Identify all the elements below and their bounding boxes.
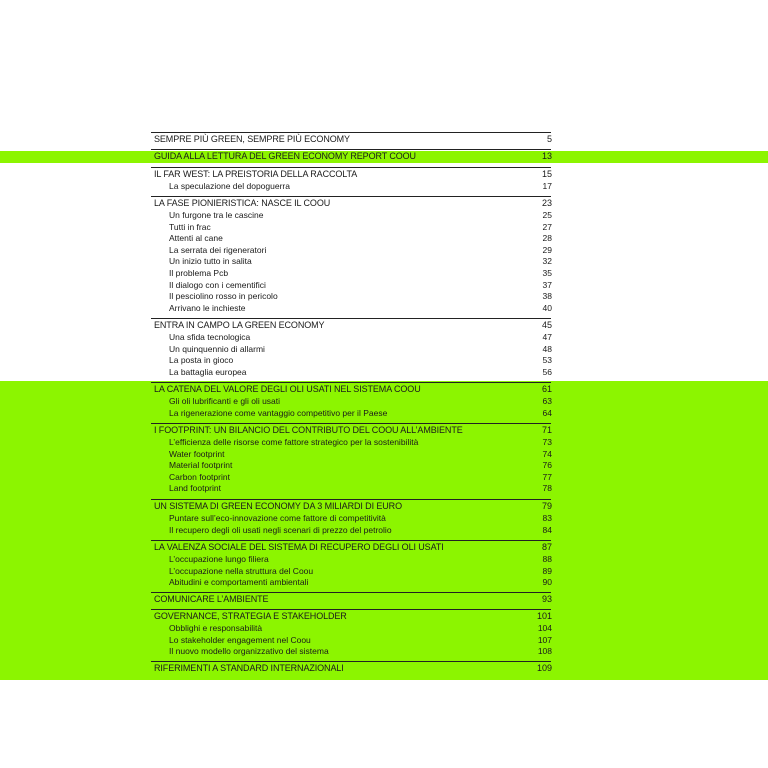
section-divider bbox=[151, 382, 551, 383]
toc-entry-page-number: 47 bbox=[542, 332, 552, 342]
toc-entry[interactable] bbox=[0, 396, 768, 407]
toc-entry-page-number: 90 bbox=[542, 577, 552, 588]
toc-entry-title: La battaglia europea bbox=[169, 366, 247, 377]
section-divider bbox=[151, 499, 551, 500]
toc-entry-title: La rigenerazione come vantaggio competitivo per il Paese bbox=[169, 407, 388, 418]
toc-section-heading-page-number: 23 bbox=[541, 198, 552, 208]
toc-entry-title: Water footprint bbox=[169, 448, 225, 459]
toc-entry[interactable] bbox=[0, 483, 768, 494]
toc-section-heading-title: ENTRA IN CAMPO LA GREEN ECONOMY bbox=[154, 320, 325, 330]
toc-section-heading-title: UN SISTEMA DI GREEN ECONOMY DA 3 MILIARDI DI EURO bbox=[154, 501, 402, 511]
section-divider bbox=[151, 132, 551, 133]
toc-entry-page-number: 104 bbox=[537, 623, 552, 633]
toc-entry-title: Il recupero degli oli usati negli scenari di prezzo del petrolio bbox=[169, 524, 392, 535]
section-divider bbox=[151, 423, 551, 424]
toc-entry-page-number: 17 bbox=[542, 181, 552, 191]
toc-entry-page-number: 63 bbox=[542, 396, 552, 406]
toc-entry[interactable] bbox=[0, 268, 768, 279]
toc-entry-title: La speculazione del dopoguerra bbox=[169, 181, 290, 191]
toc-section-heading[interactable] bbox=[0, 425, 768, 436]
section-divider bbox=[151, 149, 551, 150]
toc-entry[interactable] bbox=[0, 554, 768, 565]
toc-section-heading-title: LA FASE PIONIERISTICA: NASCE IL COOU bbox=[154, 198, 331, 208]
toc-entry-page-number: 83 bbox=[542, 513, 552, 523]
toc-section-heading-page-number: 71 bbox=[541, 425, 552, 435]
toc-entry-page-number: 37 bbox=[542, 279, 552, 290]
toc-section-heading-title: RIFERIMENTI A STANDARD INTERNAZIONALI bbox=[154, 663, 344, 673]
toc-entry[interactable] bbox=[0, 566, 768, 577]
toc-entry-page-number: 108 bbox=[537, 646, 552, 657]
toc-entry-page-number: 88 bbox=[542, 554, 552, 564]
toc-entry[interactable] bbox=[0, 256, 768, 267]
toc-entry-title: Un furgone tra le cascine bbox=[169, 210, 264, 220]
section-divider bbox=[151, 609, 551, 610]
toc-entry-page-number: 89 bbox=[542, 565, 552, 576]
toc-entry-title: Lo stakeholder engagement nel Coou bbox=[169, 634, 311, 645]
toc-entry-title: Material footprint bbox=[169, 460, 233, 471]
section-divider bbox=[151, 318, 551, 319]
toc-entry[interactable] bbox=[0, 181, 768, 192]
toc-entry[interactable] bbox=[0, 577, 768, 588]
toc-entry-page-number: 25 bbox=[542, 210, 552, 220]
toc-section-heading[interactable] bbox=[0, 501, 768, 512]
section-divider bbox=[151, 592, 551, 593]
toc-entry-title: Obblighi e responsabilità bbox=[169, 623, 263, 633]
toc-entry[interactable] bbox=[0, 222, 768, 233]
toc-section-heading-title: COMUNICARE L’AMBIENTE bbox=[154, 594, 269, 604]
toc-section-heading-title: SEMPRE PIÙ GREEN, SEMPRE PIÙ ECONOMY bbox=[154, 134, 350, 144]
toc-entry-page-number: 77 bbox=[542, 471, 552, 482]
toc-entry-page-number: 78 bbox=[542, 483, 552, 494]
toc-section-heading[interactable] bbox=[0, 134, 768, 145]
toc-entry-page-number: 29 bbox=[542, 244, 552, 255]
toc-section-heading-page-number: 13 bbox=[541, 151, 552, 161]
toc-entry-title: Il problema Pcb bbox=[169, 268, 229, 278]
toc-section-heading[interactable] bbox=[0, 542, 768, 553]
toc-section-heading-page-number: 79 bbox=[541, 501, 552, 511]
toc-entry-title: La serrata dei rigeneratori bbox=[169, 244, 267, 255]
toc-entry-title: Gli oli lubrificanti e gli oli usati bbox=[169, 396, 281, 406]
toc-entry[interactable] bbox=[0, 210, 768, 221]
toc-entry[interactable] bbox=[0, 623, 768, 634]
toc-section-heading-title: I FOOTPRINT: UN BILANCIO DEL CONTRIBUTO DEL COOU ALL’AMBIENTE bbox=[154, 425, 463, 435]
toc-entry-title: L’efficienza delle risorse come fattore strategico per la sostenibilità bbox=[169, 437, 419, 447]
toc-section-heading-page-number: 15 bbox=[541, 169, 552, 179]
toc-entry-page-number: 56 bbox=[542, 366, 552, 377]
toc-entry[interactable] bbox=[0, 367, 768, 378]
toc-section-heading-page-number: 93 bbox=[541, 594, 552, 604]
toc-section-heading[interactable] bbox=[0, 663, 768, 674]
toc-entry-title: Un inizio tutto in salita bbox=[169, 256, 252, 267]
toc-entry-title: Attenti al cane bbox=[169, 233, 223, 244]
toc-entry-title: Il pesciolino rosso in pericolo bbox=[169, 291, 278, 302]
toc-entry-title: La posta in gioco bbox=[169, 355, 234, 366]
toc-entry-page-number: 107 bbox=[537, 634, 552, 645]
toc-section-heading-page-number: 101 bbox=[536, 611, 552, 621]
toc-entry-page-number: 40 bbox=[542, 302, 552, 313]
toc-entry-page-number: 35 bbox=[542, 268, 552, 278]
toc-entry[interactable] bbox=[0, 233, 768, 244]
toc-entry-title: Abitudini e comportamenti ambientali bbox=[169, 577, 309, 588]
toc-entry[interactable] bbox=[0, 635, 768, 646]
toc-section-heading[interactable] bbox=[0, 594, 768, 605]
toc-entry-page-number: 76 bbox=[542, 460, 552, 471]
toc-entry[interactable] bbox=[0, 280, 768, 291]
toc-entry-page-number: 64 bbox=[542, 407, 552, 418]
toc-entry-page-number: 84 bbox=[542, 524, 552, 535]
toc-entry[interactable] bbox=[0, 472, 768, 483]
toc-section-heading-page-number: 87 bbox=[541, 542, 552, 552]
toc-section-heading-title: IL FAR WEST: LA PREISTORIA DELLA RACCOLTA bbox=[154, 169, 358, 179]
toc-entry[interactable] bbox=[0, 513, 768, 524]
toc-section-heading-title: LA VALENZA SOCIALE DEL SISTEMA DI RECUPERO DEGLI OLI USATI bbox=[154, 542, 444, 552]
toc-entry-page-number: 38 bbox=[542, 291, 552, 302]
section-divider bbox=[151, 196, 551, 197]
toc-entry[interactable] bbox=[0, 291, 768, 302]
toc-entry-page-number: 32 bbox=[542, 256, 552, 267]
toc-entry[interactable] bbox=[0, 344, 768, 355]
toc-entry-title: Il nuovo modello organizzativo del sistema bbox=[169, 646, 329, 657]
toc-entry[interactable] bbox=[0, 332, 768, 343]
toc-entry-title: Un quinquennio di allarmi bbox=[169, 343, 265, 354]
toc-section-heading-page-number: 45 bbox=[541, 320, 552, 330]
toc-entry-title: Puntare sull’eco-innovazione come fattore di competitività bbox=[169, 513, 386, 523]
toc-entry[interactable] bbox=[0, 303, 768, 314]
toc-entry-page-number: 73 bbox=[542, 437, 552, 447]
toc-entry[interactable] bbox=[0, 355, 768, 366]
toc-entry-title: Arrivano le inchieste bbox=[169, 302, 246, 313]
section-divider bbox=[151, 167, 551, 168]
toc-entry[interactable] bbox=[0, 437, 768, 448]
toc-entry[interactable] bbox=[0, 245, 768, 256]
toc-section-heading[interactable] bbox=[0, 169, 768, 180]
toc-section-heading-title: GOVERNANCE, STRATEGIA E STAKEHOLDER bbox=[154, 611, 347, 621]
toc-entry-page-number: 48 bbox=[542, 343, 552, 354]
toc-entry-page-number: 28 bbox=[542, 233, 552, 244]
toc-entry[interactable] bbox=[0, 646, 768, 657]
toc-section-heading[interactable] bbox=[0, 320, 768, 331]
toc-section-heading[interactable] bbox=[0, 611, 768, 622]
toc-section-heading-page-number: 109 bbox=[536, 663, 552, 673]
toc-entry[interactable] bbox=[0, 408, 768, 419]
toc-entry-page-number: 27 bbox=[542, 221, 552, 232]
section-divider bbox=[151, 540, 551, 541]
toc-entry-title: Carbon footprint bbox=[169, 471, 230, 482]
toc-section-heading-page-number: 5 bbox=[546, 134, 552, 144]
toc-entry[interactable] bbox=[0, 525, 768, 536]
toc-entry-title: Una sfida tecnologica bbox=[169, 332, 251, 342]
toc-entry-title: Tutti in frac bbox=[169, 221, 211, 232]
toc-entry-title: L’occupazione nella struttura del Coou bbox=[169, 565, 314, 576]
toc-section-heading-title: LA CATENA DEL VALORE DEGLI OLI USATI NEL SISTEMA COOU bbox=[154, 384, 421, 394]
toc-section-heading-title: GUIDA ALLA LETTURA DEL GREEN ECONOMY REPORT COOU bbox=[154, 151, 416, 161]
toc-section-heading[interactable] bbox=[0, 151, 768, 162]
toc-section-heading-page-number: 61 bbox=[541, 384, 552, 394]
toc-entry[interactable] bbox=[0, 460, 768, 471]
toc-entry-page-number: 53 bbox=[542, 355, 552, 366]
toc-entry-title: Land footprint bbox=[169, 483, 221, 494]
toc-entry-page-number: 74 bbox=[542, 448, 552, 459]
toc-section-heading[interactable] bbox=[0, 384, 768, 395]
toc-entry-title: L’occupazione lungo filiera bbox=[169, 554, 269, 564]
section-divider bbox=[151, 661, 551, 662]
toc-entry-title: Il dialogo con i cementifici bbox=[169, 279, 266, 290]
toc-entry[interactable] bbox=[0, 449, 768, 460]
toc-section-heading[interactable] bbox=[0, 198, 768, 209]
